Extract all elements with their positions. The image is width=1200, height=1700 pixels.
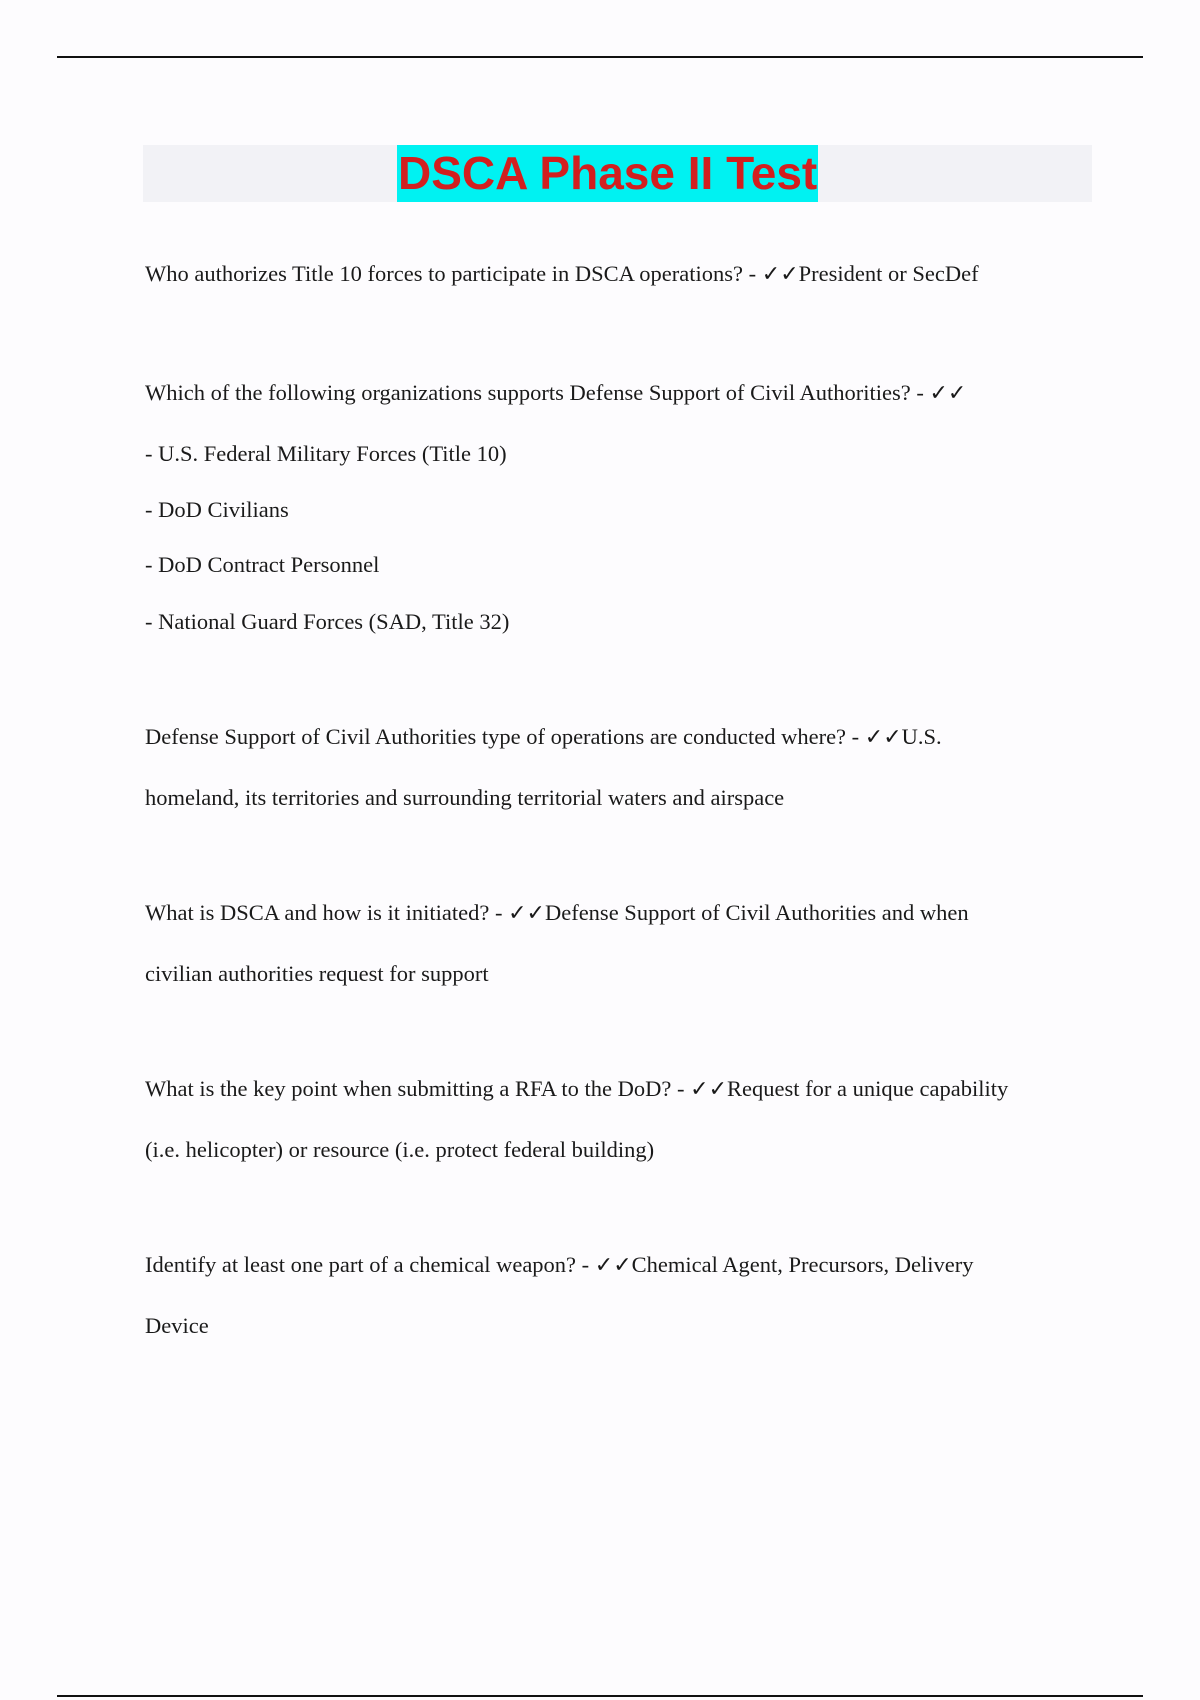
answer-continuation: (i.e. helicopter) or resource (i.e. protect federal building) — [145, 1137, 655, 1162]
answer-text: Defense Support of Civil Authorities and when — [544, 900, 969, 925]
answer-continuation: Device — [145, 1313, 209, 1338]
check-marks: ✓✓ — [929, 381, 967, 406]
qa-4 — [145, 900, 969, 926]
answer-text: President or SecDef — [798, 261, 979, 286]
qa-3 — [145, 724, 942, 750]
check-marks: ✓✓ — [594, 1253, 632, 1278]
answer-continuation: civilian authorities request for support — [145, 961, 489, 986]
answer-text: Chemical Agent, Precursors, Delivery — [631, 1252, 974, 1277]
qa-6 — [145, 1252, 973, 1278]
check-marks: ✓✓ — [864, 725, 902, 750]
answer-continuation: homeland, its territories and surrounding territorial waters and airspace — [145, 785, 785, 810]
list-item: - U.S. Federal Military Forces (Title 10) — [145, 441, 507, 466]
question-text: Identify at least one part of a chemical weapon? - — [145, 1252, 595, 1277]
qa-5 — [145, 1076, 1008, 1102]
question-text: Defense Support of Civil Authorities type of operations are conducted where? - — [145, 724, 865, 749]
question-text: Which of the following organizations supports Defense Support of Civil Authorities? - — [145, 380, 930, 405]
check-marks: ✓✓ — [690, 1077, 728, 1102]
answer-text: U.S. — [901, 724, 942, 749]
question-text: Who authorizes Title 10 forces to participate in DSCA operations? - — [145, 261, 762, 286]
list-item: - National Guard Forces (SAD, Title 32) — [145, 609, 510, 634]
answer-text: Request for a unique capability — [727, 1076, 1009, 1101]
document-title: DSCA Phase II Test — [397, 145, 818, 202]
qa-2 — [145, 380, 966, 406]
qa-1 — [145, 261, 979, 287]
list-item: - DoD Contract Personnel — [145, 552, 380, 577]
question-text: What is the key point when submitting a RFA to the DoD? - — [145, 1076, 691, 1101]
question-text: What is DSCA and how is it initiated? - — [145, 900, 509, 925]
bottom-rule — [57, 1695, 1143, 1697]
list-item: - DoD Civilians — [145, 497, 289, 522]
check-marks: ✓✓ — [761, 262, 799, 287]
top-rule — [57, 56, 1143, 58]
check-marks: ✓✓ — [508, 901, 545, 926]
